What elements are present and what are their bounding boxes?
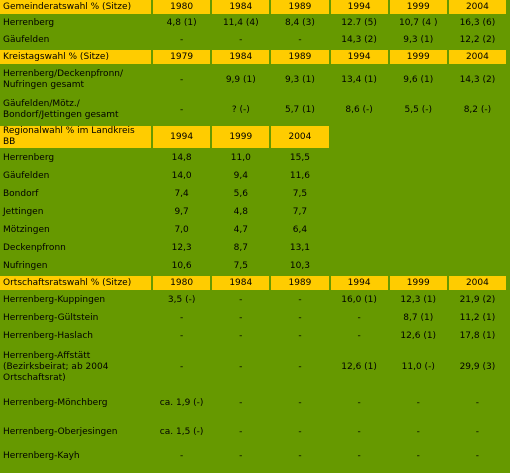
regionalwahl-row-name: Deckenpfronn xyxy=(3,242,66,253)
empty-cell xyxy=(390,222,447,238)
empty-cell xyxy=(390,150,447,166)
ortschaftsratswahl-cell: ca. 1,5 (-) xyxy=(159,427,204,437)
ortschaftsratswahl-cell: - xyxy=(298,361,302,372)
ortschaftsratswahl-row-name: Herrenberg-Haslach xyxy=(3,330,93,341)
ortschaftsratswahl-cell: - xyxy=(416,427,420,437)
empty-cell xyxy=(449,126,506,148)
ortschaftsratswahl-year-5: 2004 xyxy=(449,276,506,290)
regionalwahl-cell: 8,7 xyxy=(233,242,248,253)
ortschaftsratswahl-cell: - xyxy=(180,312,184,323)
ortschaftsratswahl-cell: 11,2 (1) xyxy=(459,312,496,323)
ortschaftsratswahl-year-4: 1999 xyxy=(390,276,447,290)
gemeinderatswahl-row xyxy=(0,33,506,48)
kreistagswahl-row xyxy=(0,66,506,94)
empty-cell xyxy=(390,204,447,220)
regionalwahl-cell: 7,4 xyxy=(174,188,189,199)
ortschaftsratswahl-row-name: Herrenberg-Kayh xyxy=(3,450,80,461)
ortschaftsratswahl-row-name: Herrenberg-Mönchberg xyxy=(3,398,108,408)
empty-cell xyxy=(449,204,506,220)
empty-cell xyxy=(449,186,506,202)
ortschaftsratswahl-cell: 16,0 (1) xyxy=(341,294,377,305)
ortschaftsratswahl-row xyxy=(0,419,506,446)
regionalwahl-row-name: Nufringen xyxy=(3,260,48,271)
gemeinderatswahl-cell: 11,4 (4) xyxy=(222,18,259,28)
ortschaftsratswahl-year-1: 1984 xyxy=(212,276,269,290)
ortschaftsratswahl-header-row xyxy=(0,276,506,290)
ortschaftsratswahl-row xyxy=(0,310,506,326)
ortschaftsratswahl-row-name: Herrenberg-Gültstein xyxy=(3,312,99,323)
regionalwahl-cell: 14,8 xyxy=(171,152,192,163)
ortschaftsratswahl-cell: - xyxy=(416,450,420,461)
empty-cell xyxy=(449,168,506,184)
ortschaftsratswahl-cell: - xyxy=(239,312,243,323)
ortschaftsratswahl-cell: 29,9 (3) xyxy=(459,361,496,372)
regionalwahl-header-row xyxy=(0,126,506,148)
regionalwahl-row xyxy=(0,168,506,184)
ortschaftsratswahl-cell: - xyxy=(239,361,243,372)
ortschaftsratswahl-cell: ca. 1,9 (-) xyxy=(159,398,204,408)
regionalwahl-cell: 5,6 xyxy=(233,188,248,199)
ortschaftsratswahl-cell: - xyxy=(298,294,302,305)
regionalwahl-cell: 10,3 xyxy=(289,260,310,271)
empty-cell xyxy=(390,258,447,274)
kreistagswahl-year-4: 1999 xyxy=(390,50,447,64)
ortschaftsratswahl-cell: - xyxy=(180,330,184,341)
kreistagswahl-cell: 8,6 (-) xyxy=(345,104,373,115)
ortschaftsratswahl-cell: 21,9 (2) xyxy=(459,294,496,305)
empty-cell xyxy=(331,150,388,166)
kreistagswahl-cell: 9,9 (1) xyxy=(225,74,256,85)
gemeinderatswahl-cell: - xyxy=(298,35,302,45)
ortschaftsratswahl-row xyxy=(0,390,506,417)
ortschaftsratswahl-row-name: Herrenberg-Kuppingen xyxy=(3,294,106,305)
ortschaftsratswahl-cell: - xyxy=(357,398,361,408)
regionalwahl-row-name: Gäufelden xyxy=(3,170,50,181)
ortschaftsratswahl-cell: 3,5 (-) xyxy=(167,294,196,305)
gemeinderatswahl-cell: - xyxy=(239,35,243,45)
regionalwahl-cell: 14,0 xyxy=(171,170,192,181)
ortschaftsratswahl-year-0: 1980 xyxy=(153,276,210,290)
ortschaftsratswahl-cell: - xyxy=(475,450,480,461)
gemeinderatswahl-row-name: Gäufelden xyxy=(3,35,50,45)
empty-cell xyxy=(331,186,388,202)
gemeinderatswahl-row-name: Herrenberg xyxy=(3,18,55,28)
kreistagswahl-year-3: 1994 xyxy=(331,50,388,64)
gemeinderatswahl-year-1: 1984 xyxy=(212,0,269,14)
empty-cell xyxy=(390,168,447,184)
regionalwahl-row-name: Mötzingen xyxy=(3,224,50,235)
gemeinderatswahl-row xyxy=(0,16,506,31)
regionalwahl-cell: 11,6 xyxy=(289,170,310,181)
regionalwahl-row xyxy=(0,222,506,238)
ortschaftsratswahl-row xyxy=(0,292,506,308)
regionalwahl-row xyxy=(0,240,506,256)
ortschaftsratswahl-year-3: 1994 xyxy=(331,276,388,290)
ortschaftsratswahl-cell: 8,7 (1) xyxy=(403,312,434,323)
kreistagswahl-cell: - xyxy=(180,74,184,85)
ortschaftsratswahl-cell: 12,6 (1) xyxy=(341,361,377,372)
kreistagswahl-year-1: 1984 xyxy=(212,50,269,64)
gemeinderatswahl-cell: 10,7 (4 ) xyxy=(398,18,438,28)
kreistagswahl-row-name: Gäufelden/Mötz./ Bondorf/Jettingen gesamt xyxy=(3,99,119,120)
ortschaftsratswahl-cell: - xyxy=(475,398,480,408)
regionalwahl-year-2: 2004 xyxy=(271,126,328,148)
kreistagswahl-row xyxy=(0,96,506,124)
regionalwahl-row xyxy=(0,258,506,274)
regionalwahl-cell: 9,7 xyxy=(174,206,189,217)
gemeinderatswahl-year-4: 1999 xyxy=(390,0,447,14)
ortschaftsratswahl-cell: 17,8 (1) xyxy=(459,330,496,341)
ortschaftsratswahl-cell: - xyxy=(180,361,184,372)
regionalwahl-row-name: Jettingen xyxy=(3,206,44,217)
ortschaftsratswahl-cell: - xyxy=(357,450,361,461)
regionalwahl-cell: 4,7 xyxy=(233,224,248,235)
empty-cell xyxy=(331,204,388,220)
kreistagswahl-cell: 9,6 (1) xyxy=(403,74,434,85)
regionalwahl-cell: 10,6 xyxy=(171,260,192,271)
ortschaftsratswahl-cell: - xyxy=(239,398,243,408)
gemeinderatswahl-title: Gemeinderatswahl % (Sitze) xyxy=(0,0,151,14)
gemeinderatswahl-year-0: 1980 xyxy=(153,0,210,14)
kreistagswahl-year-2: 1989 xyxy=(271,50,328,64)
ortschaftsratswahl-row xyxy=(0,448,506,464)
regionalwahl-cell: 7,5 xyxy=(292,188,308,199)
gemeinderatswahl-cell: 16,3 (6) xyxy=(459,18,496,28)
ortschaftsratswahl-cell: - xyxy=(416,398,420,408)
regionalwahl-row xyxy=(0,186,506,202)
empty-cell xyxy=(449,258,506,274)
ortschaftsratswahl-row-name: Herrenberg-Oberjesingen xyxy=(3,427,118,437)
regionalwahl-cell: 4,8 xyxy=(233,206,248,217)
gemeinderatswahl-cell: 8,4 (3) xyxy=(284,18,315,28)
empty-cell xyxy=(331,240,388,256)
gemeinderatswahl-year-5: 2004 xyxy=(449,0,506,14)
ortschaftsratswahl-cell: 11,0 (-) xyxy=(401,361,435,372)
empty-cell xyxy=(331,258,388,274)
regionalwahl-cell: 7,0 xyxy=(174,224,189,235)
kreistagswahl-cell: 5,7 (1) xyxy=(284,104,315,115)
regionalwahl-row xyxy=(0,150,506,166)
regionalwahl-cell: 7,5 xyxy=(233,260,248,271)
gemeinderatswahl-cell: 12.7 (5) xyxy=(341,18,377,28)
regionalwahl-row xyxy=(0,204,506,220)
kreistagswahl-header-row xyxy=(0,50,506,64)
ortschaftsratswahl-cell: - xyxy=(298,427,302,437)
empty-cell xyxy=(449,240,506,256)
gemeinderatswahl-cell: 4,8 (1) xyxy=(166,18,197,28)
kreistagswahl-cell: 13,4 (1) xyxy=(341,74,377,85)
ortschaftsratswahl-cell: - xyxy=(298,312,302,323)
regionalwahl-cell: 11,0 xyxy=(230,152,251,163)
ortschaftsratswahl-title: Ortschaftsratswahl % (Sitze) xyxy=(0,276,151,290)
ortschaftsratswahl-cell: - xyxy=(298,398,302,408)
regionalwahl-cell: 6,4 xyxy=(292,224,308,235)
ortschaftsratswahl-year-2: 1989 xyxy=(271,276,328,290)
ortschaftsratswahl-cell: - xyxy=(475,427,480,437)
ortschaftsratswahl-row xyxy=(0,346,506,388)
empty-cell xyxy=(449,150,506,166)
kreistagswahl-cell: 8,2 (-) xyxy=(463,104,492,115)
kreistagswahl-cell: ? (-) xyxy=(231,104,250,115)
gemeinderatswahl-header-row xyxy=(0,0,506,14)
regionalwahl-row-name: Herrenberg xyxy=(3,152,55,163)
ortschaftsratswahl-row-name: Herrenberg-Affstätt (Bezirksbeirat; ab 2004 Ortschaftsrat) xyxy=(3,350,109,383)
gemeinderatswahl-cell: 14,3 (2) xyxy=(341,35,377,45)
ortschaftsratswahl-cell: - xyxy=(357,312,361,323)
gemeinderatswahl-cell: 12,2 (2) xyxy=(459,35,496,45)
kreistagswahl-cell: 5,5 (-) xyxy=(404,104,432,115)
ortschaftsratswahl-cell: 12,6 (1) xyxy=(400,330,437,341)
ortschaftsratswahl-cell: - xyxy=(180,450,184,461)
gemeinderatswahl-year-3: 1994 xyxy=(331,0,388,14)
kreistagswahl-cell: 14,3 (2) xyxy=(459,74,496,85)
regionalwahl-cell: 13,1 xyxy=(289,242,310,253)
gemeinderatswahl-year-2: 1989 xyxy=(271,0,328,14)
empty-cell xyxy=(390,126,447,148)
regionalwahl-year-0: 1994 xyxy=(153,126,210,148)
kreistagswahl-title: Kreistagswahl % (Sitze) xyxy=(0,50,151,64)
ortschaftsratswahl-cell: - xyxy=(357,427,361,437)
ortschaftsratswahl-cell: - xyxy=(239,427,243,437)
ortschaftsratswahl-cell: - xyxy=(298,450,302,461)
ortschaftsratswahl-row xyxy=(0,328,506,344)
empty-cell xyxy=(331,126,388,148)
gemeinderatswahl-cell: 9,3 (1) xyxy=(403,35,434,45)
empty-cell xyxy=(331,168,388,184)
empty-cell xyxy=(390,186,447,202)
regionalwahl-row-name: Bondorf xyxy=(3,188,39,199)
regionalwahl-year-1: 1999 xyxy=(212,126,269,148)
regionalwahl-cell: 12,3 xyxy=(171,242,192,253)
ortschaftsratswahl-cell: - xyxy=(298,330,302,341)
empty-cell xyxy=(390,240,447,256)
empty-cell xyxy=(449,222,506,238)
kreistagswahl-row-name: Herrenberg/Deckenpfronn/ Nufringen gesamt xyxy=(3,69,124,90)
kreistagswahl-year-5: 2004 xyxy=(449,50,506,64)
empty-cell xyxy=(331,222,388,238)
regionalwahl-cell: 9,4 xyxy=(233,170,248,181)
kreistagswahl-cell: - xyxy=(180,104,184,115)
ortschaftsratswahl-cell: 12,3 (1) xyxy=(400,294,437,305)
ortschaftsratswahl-cell: - xyxy=(239,330,243,341)
ortschaftsratswahl-cell: - xyxy=(357,330,361,341)
regionalwahl-title: Regionalwahl % im Landkreis BB xyxy=(0,126,151,148)
ortschaftsratswahl-cell: - xyxy=(239,294,243,305)
ortschaftsratswahl-cell: - xyxy=(239,450,243,461)
kreistagswahl-year-0: 1979 xyxy=(153,50,210,64)
regionalwahl-cell: 7,7 xyxy=(292,206,308,217)
kreistagswahl-cell: 9,3 (1) xyxy=(284,74,315,85)
regionalwahl-cell: 15,5 xyxy=(289,152,310,163)
gemeinderatswahl-cell: - xyxy=(180,35,184,45)
